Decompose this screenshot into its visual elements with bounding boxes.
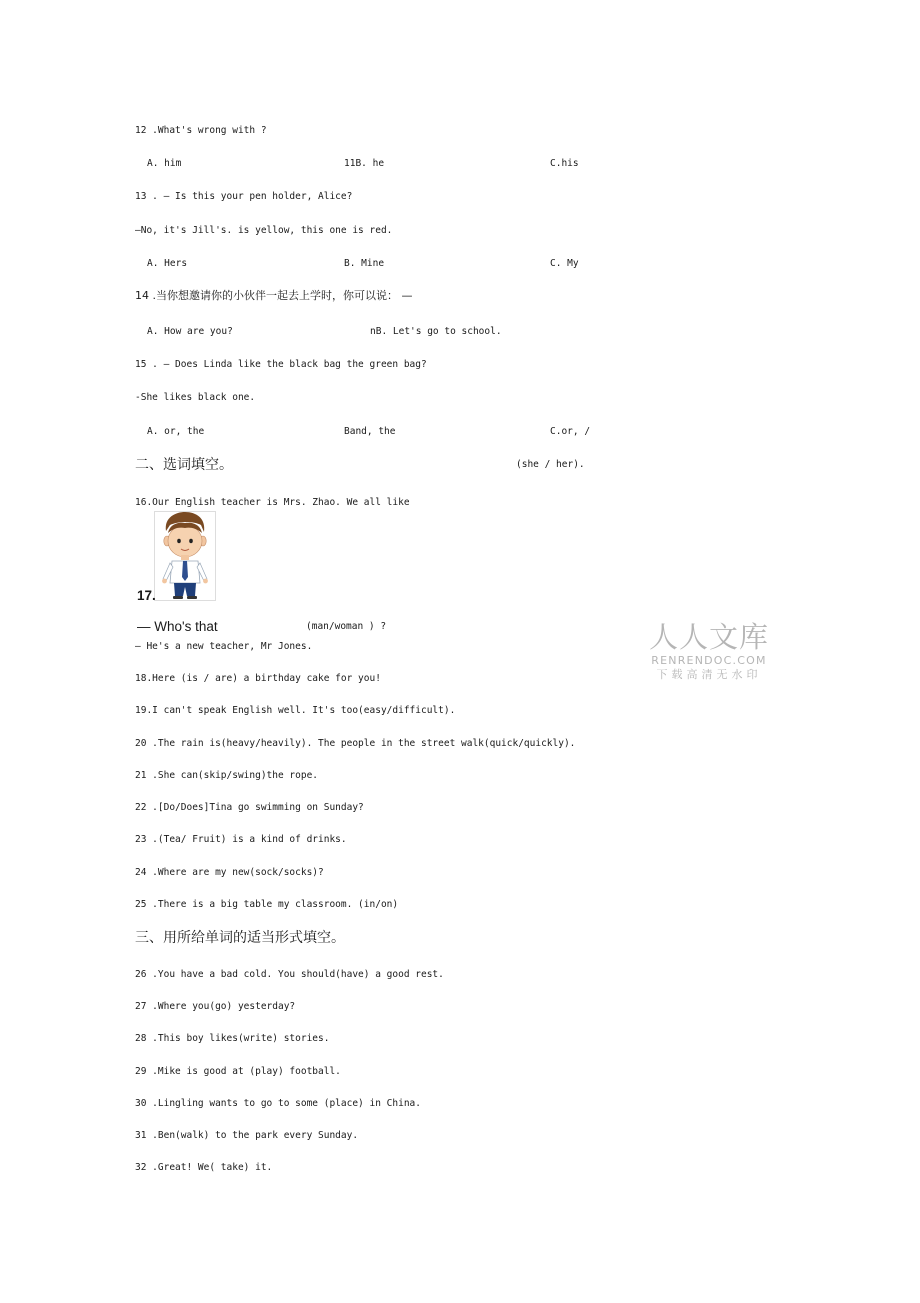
question-15-stem: 15 . — Does Linda like the black bag the green bag? xyxy=(135,359,427,370)
section-2-side-note: (she / her). xyxy=(516,459,585,470)
question-16: 16.Our English teacher is Mrs. Zhao. We all like xyxy=(135,497,410,508)
question-21: 21 .She can(skip/swing)the rope. xyxy=(135,770,319,781)
question-13-stem: 13 . — Is this your pen holder, Alice? xyxy=(135,191,353,202)
question-24: 24 .Where are my new(sock/socks)? xyxy=(135,867,324,878)
question-15-option-a: A. or, the xyxy=(147,426,205,437)
question-13-option-c: C. My xyxy=(550,258,579,269)
question-14-option-b: nB. Let's go to school. xyxy=(370,326,502,337)
question-18: 18.Here (is / are) a birthday cake for you! xyxy=(135,673,381,684)
watermark-title: 人人文库 xyxy=(648,620,769,654)
question-14-stem: 14 .当你想邀请你的小伙伴一起去上学时，你可以说： — xyxy=(135,289,413,302)
question-15-reply: -She likes black one. xyxy=(135,392,256,403)
question-17-reply: — He's a new teacher, Mr Jones. xyxy=(135,641,313,652)
section-2-title: 二、选词填空。 xyxy=(135,457,233,473)
watermark-caption: 下载高清无水印 xyxy=(656,668,762,681)
watermark-site: RENRENDOC.COM xyxy=(651,654,767,667)
question-17-number: 17. xyxy=(137,588,156,603)
question-23: 23 .(Tea/ Fruit) is a kind of drinks. xyxy=(135,834,347,845)
question-12-option-c: C.his xyxy=(550,158,579,169)
question-29: 29 .Mike is good at (play) football. xyxy=(135,1066,341,1077)
section-3-title: 三、用所给单词的适当形式填空。 xyxy=(135,930,345,946)
question-13-option-a: A. Hers xyxy=(147,258,188,269)
question-12-option-a: A. him xyxy=(147,158,182,169)
question-19: 19.I can't speak English well. It's too(easy/difficult). xyxy=(135,705,456,716)
question-15-option-b: Band, the xyxy=(344,426,396,437)
question-31: 31 .Ben(walk) to the park every Sunday. xyxy=(135,1130,359,1141)
question-30: 30 .Lingling wants to go to some (place) in China. xyxy=(135,1098,421,1109)
question-28: 28 .This boy likes(write) stories. xyxy=(135,1033,330,1044)
question-15-option-c: C.or, / xyxy=(550,426,591,437)
question-12-stem: 12 .What's wrong with ? xyxy=(135,125,267,136)
question-32: 32 .Great! We( take) it. xyxy=(135,1162,273,1173)
question-22: 22 .[Do/Does]Tina go swimming on Sunday? xyxy=(135,802,364,813)
watermark xyxy=(646,620,772,682)
question-20: 20 .The rain is(heavy/heavily). The people in the street walk(quick/quickly). xyxy=(135,738,576,749)
question-17-prompt: — Who's that xyxy=(137,619,218,634)
teacher-illustration xyxy=(154,511,216,601)
question-17-option: (man/woman ) ? xyxy=(306,621,387,632)
question-13-reply: —No, it's Jill's. is yellow, this one is red. xyxy=(135,225,393,236)
question-12-option-b: 11B. he xyxy=(344,158,385,169)
question-26: 26 .You have a bad cold. You should(have) a good rest. xyxy=(135,969,444,980)
question-14-option-a: A. How are you? xyxy=(147,326,233,337)
question-27: 27 .Where you(go) yesterday? xyxy=(135,1001,296,1012)
question-25: 25 .There is a big table my classroom. (in/on) xyxy=(135,899,399,910)
question-13-option-b: B. Mine xyxy=(344,258,385,269)
